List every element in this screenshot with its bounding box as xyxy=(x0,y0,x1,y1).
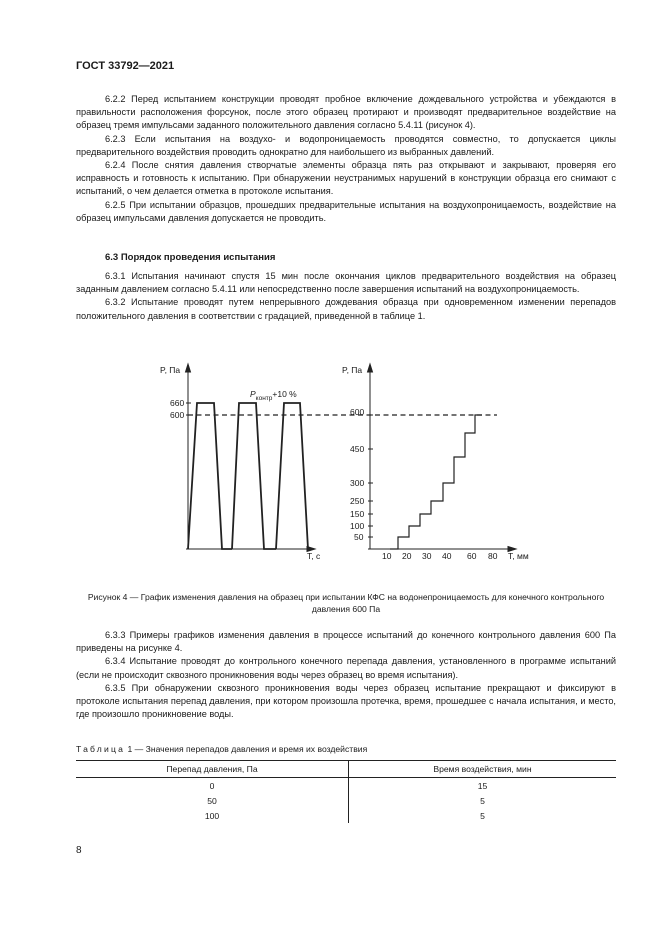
right-tick-label-150: 150 xyxy=(350,509,365,519)
table-row xyxy=(76,778,616,794)
left-y-label: P, Па xyxy=(160,365,181,375)
right-tick-label-250: 250 xyxy=(350,496,365,506)
right-tick-label-50: 50 xyxy=(354,532,364,542)
right-tick-label-100: 100 xyxy=(350,521,365,531)
header-pressure: Перепад давления, Па xyxy=(76,761,349,778)
table-1 xyxy=(76,760,616,823)
pulse-3 xyxy=(276,403,308,549)
table-title xyxy=(76,744,367,754)
x-tick-label-10: 10 xyxy=(382,551,392,561)
table-row xyxy=(76,808,616,823)
left-tick-label-600: 600 xyxy=(170,410,185,420)
x-tick-label-40: 40 xyxy=(442,551,452,561)
paragraph-6-3-2: 6.3.2 Испытание проводят путем непрерывного дождевания образца при одновременном изменении перепадов положительного давления в соответствии с градацией, приведенной в таблице 1. xyxy=(76,297,616,321)
annotation-p-kontr xyxy=(250,389,297,402)
x-tick-label-20: 20 xyxy=(402,551,412,561)
paragraph-6-3-1: 6.3.1 Испытания начинают спустя 15 мин после окончания циклов предварительного воздействия на образец заданным давлением согласно 5.4.11 или непосредственно после завершения испытаний на воздухопроницаемость. xyxy=(76,271,616,295)
right-y-label: P, Па xyxy=(342,365,363,375)
x-tick-label-30: 30 xyxy=(422,551,432,561)
figure-caption: Рисунок 4 — График изменения давления на образец при испытании КФС на водонепроницаемость для конечного контрольного давления 600 Па xyxy=(87,592,605,614)
paragraph-6-2-4: 6.2.4 После снятия давления створчатые элементы образца пять раз открывают и закрывают, проверяя его исправность и готовность к испытанию. При обнаружении неустранимых нарушений в конструкции образца его снимают с испытаний, о чем делается отметка в протоколе испытания. xyxy=(76,160,616,197)
x-tick-label-60: 60 xyxy=(467,551,477,561)
left-y-arrow xyxy=(186,364,191,372)
annotation-sub: контр xyxy=(255,395,273,402)
table-title-prefix: Таблица xyxy=(76,744,126,754)
x-tick-label-80: 80 xyxy=(488,551,498,561)
section-title: 6.3 Порядок проведения испытания xyxy=(105,252,276,263)
pulse-1 xyxy=(188,403,232,549)
paragraph-6-2-2: 6.2.2 Перед испытанием конструкции проводят пробное включение дождевального устройства и убеждаются в правильности расположения форсунок, после этого образец протирают и производят предварительное воздействие на образец тремя импульсами заданного положительного давления согласно 5.4.11 (рисунок 4). xyxy=(76,94,616,131)
document-header: ГОСТ 33792—2021 xyxy=(76,60,175,72)
page-number: 8 xyxy=(76,845,82,856)
cell-duration: 5 xyxy=(480,810,485,821)
paragraph-6-3-3: 6.3.3 Примеры графиков изменения давления в процессе испытаний до конечного контрольного давления 600 Па приведены на рисунке 4. xyxy=(76,630,616,654)
paragraph-6-3-5: 6.3.5 При обнаружении сквозного проникновения воды через образец испытание прекращают и фиксируют в протоколе испытания перепад давления, при котором произошла протечка, время, прошедшее с начала испытания, и место, где произошло проникновение воды. xyxy=(76,682,616,720)
cell-pressure: 100 xyxy=(76,808,349,823)
header-duration: Время воздействия, мин xyxy=(349,761,617,778)
paragraph-6-2-3: 6.2.3 Если испытания на воздухо- и водопроницаемость проводятся совместно, то допускается циклы предварительного воздействия проводить однократно для наибольшего из выбранных давлений. xyxy=(76,133,616,157)
table-title-rest: 1 — Значения перепадов давления и время их воздействия xyxy=(125,744,368,754)
cell-duration: 15 xyxy=(477,780,488,791)
table-header-row xyxy=(76,761,616,778)
annotation-main: P xyxy=(250,389,256,399)
left-tick-label-660: 660 xyxy=(170,398,185,408)
step-series xyxy=(390,415,482,549)
paragraphs-bottom xyxy=(76,629,616,721)
paragraph-6-2-5: 6.2.5 При испытании образцов, прошедших предварительные испытания на воздухопроницаемость, воздействие на образец импульсами давления допускается не проводить. xyxy=(76,199,616,223)
table-row xyxy=(76,793,616,808)
right-y-arrow xyxy=(368,364,373,372)
cell-duration: 5 xyxy=(480,795,485,806)
pulse-2 xyxy=(232,403,276,549)
left-x-label: T, c xyxy=(307,551,321,561)
cell-pressure: 50 xyxy=(76,793,349,808)
right-x-label: T, мм xyxy=(508,551,529,561)
right-tick-label-600: 600 xyxy=(350,407,365,417)
right-tick-label-450: 450 xyxy=(350,444,365,454)
annotation-tail: +10 % xyxy=(272,389,297,399)
right-tick-label-300: 300 xyxy=(350,478,365,488)
cell-pressure: 0 xyxy=(76,778,349,794)
paragraph-6-3-4: 6.3.4 Испытание проводят до контрольного конечного перепада давления, установленного в программе испытаний (если не происходит сквозного проникновения воды через образец во время испытания). xyxy=(76,656,616,680)
